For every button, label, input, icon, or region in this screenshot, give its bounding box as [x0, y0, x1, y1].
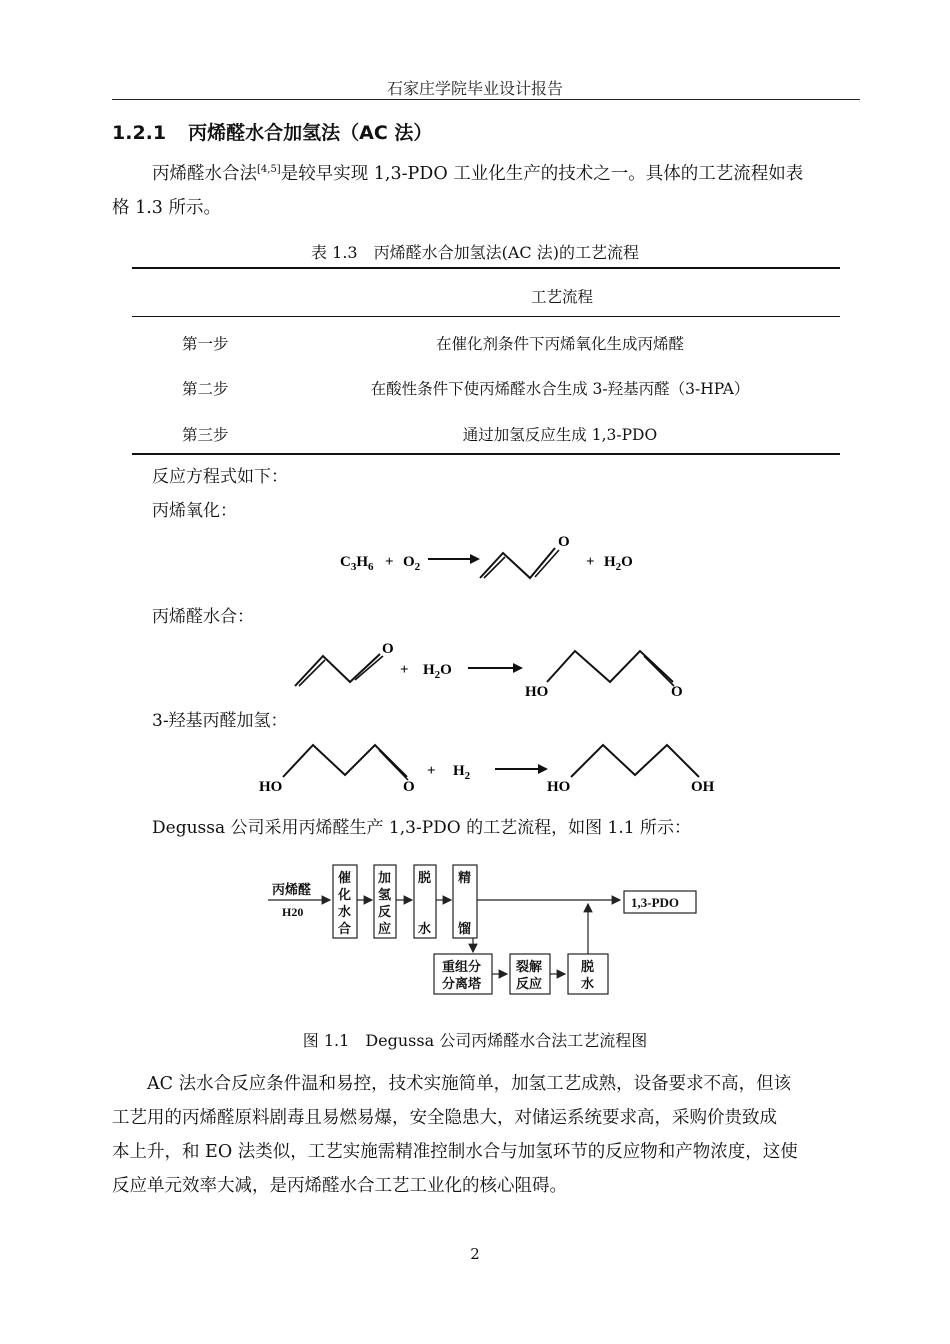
citation-ref[interactable]: [4,5]: [257, 164, 281, 175]
box-label: 水: [581, 976, 595, 991]
pdo-structure: [571, 745, 699, 777]
intro-line2: 格 1.3 所示。: [112, 197, 221, 218]
carbonyl-double-bond: [535, 550, 559, 577]
water-formula: $H_2O$: [604, 554, 633, 573]
hydrogen-formula: $H_2$: [453, 763, 471, 782]
reaction2-label: 丙烯醛水合：: [152, 607, 254, 627]
plus-sign: +: [385, 554, 394, 570]
acrolein-structure: [480, 548, 555, 578]
degussa-intro: Degussa 公司采用丙烯醛生产 1,3-PDO 的工艺流程，如图 1.1 所示：: [152, 818, 691, 838]
box-label-char: 催: [338, 870, 352, 885]
hydroxyl-group: HO: [259, 779, 283, 793]
table-row-step: 第一步: [182, 335, 229, 353]
hydroxyl-group: OH: [691, 779, 715, 793]
hydroxyl-group: HO: [525, 684, 549, 698]
oxygen-atom: O: [403, 779, 415, 793]
conclusion-paragraph: [112, 1067, 860, 1203]
oxygen-atom: O: [558, 534, 570, 550]
arrow-head: [470, 554, 480, 564]
reactions-intro: 反应方程式如下：: [152, 467, 288, 487]
box-label: 分离塔: [442, 976, 482, 991]
carbonyl-double-bond: [379, 750, 408, 780]
box-label: 反应: [516, 976, 543, 991]
arrow-head: [513, 663, 523, 673]
box-label: 裂解: [516, 959, 543, 974]
plus-sign: +: [400, 662, 409, 678]
hydroxyl-group: HO: [547, 779, 571, 793]
feed-water: H20: [282, 905, 304, 919]
carbonyl-double-bond: [355, 656, 383, 680]
section-title: 丙烯醛水合加氢法（AC 法）: [188, 122, 433, 144]
table-caption: 表 1.3 丙烯醛水合加氢法(AC 法)的工艺流程: [311, 243, 639, 262]
plus-sign: +: [586, 554, 595, 570]
table-row-step: 第三步: [182, 426, 229, 444]
conclusion-line: AC 法水合反应条件温和易控，技术实施简单，加氢工艺成熟，设备要求不高，但该: [112, 1074, 792, 1094]
reaction1-label: 丙烯氧化：: [152, 501, 237, 521]
box-label-char: 应: [378, 921, 392, 936]
box-label-char: 精: [458, 870, 472, 885]
intro-text-b: 是较早实现 1,3-PDO 工业化生产的技术之一。具体的工艺流程如表: [280, 163, 804, 184]
table-row-step: 第二步: [182, 380, 229, 398]
water-formula: $H_2O$: [423, 662, 452, 681]
hpa-structure: [283, 745, 407, 777]
reaction2-scheme: [285, 636, 705, 698]
header-rule: [112, 99, 860, 100]
table-header-rule: [132, 316, 840, 317]
box-label-char: 水: [338, 904, 352, 919]
box-label-char: 化: [338, 887, 352, 902]
table-row-desc: 在催化剂条件下丙烯氧化生成丙烯醛: [435, 335, 684, 353]
reaction3-scheme: [255, 737, 735, 793]
conclusion-line: 反应单元效率大减，是丙烯醛水合工艺工业化的核心阻碍。: [112, 1176, 567, 1196]
oxygen-atom: O: [671, 684, 683, 698]
box-label: 脱: [581, 959, 595, 974]
figure-caption: 图 1.1 Degussa 公司丙烯醛水合法工艺流程图: [302, 1031, 648, 1050]
box-label-char: 脱: [418, 870, 432, 885]
feed-acrolein: 丙烯醛: [272, 882, 312, 897]
plus-sign: +: [427, 763, 436, 779]
table-row-desc: 通过加氢反应生成 1,3-PDO: [462, 426, 658, 444]
box-label: 重组分: [442, 959, 482, 974]
section-heading: [112, 118, 432, 145]
box-label-char: 加: [378, 870, 392, 885]
process-flowchart: [262, 860, 710, 1000]
product-label: 1,3-PDO: [631, 895, 680, 910]
table-bottom-rule: [132, 453, 840, 455]
box-label-char: 水: [418, 921, 432, 936]
oxygen-atom: O: [382, 641, 394, 657]
reaction1-scheme: [330, 526, 650, 584]
section-number: 1.2.1: [112, 122, 167, 144]
propylene-formula: $C_3H_6$: [340, 554, 374, 573]
acrolein-double-bond: [299, 660, 325, 686]
table-row-desc: 在酸性条件下使丙烯醛水合生成 3-羟基丙醛（3-HPA）: [370, 380, 750, 398]
oxygen-formula: $O_2$: [403, 554, 421, 573]
reaction3-label: 3-羟基丙醛加氢：: [152, 711, 288, 731]
page-number: 2: [470, 1245, 480, 1263]
box-label-char: 反: [378, 904, 392, 919]
box-label-char: 合: [338, 921, 352, 936]
page-header-title: 石家庄学院毕业设计报告: [386, 79, 563, 98]
carbonyl-double-bond: [644, 656, 674, 686]
box-label-char: 馏: [458, 921, 472, 936]
conclusion-line: 本上升，和 EO 法类似，工艺实施需精准控制水合与加氢环节的反应物和产物浓度，这使: [112, 1142, 798, 1162]
acrolein-double-bond: [484, 557, 505, 578]
table-top-rule: [132, 267, 840, 269]
conclusion-line: 工艺用的丙烯醛原料剧毒且易燃易爆，安全隐患大，对储运系统要求高，采购价贵致成: [112, 1108, 777, 1128]
box-label-char: 氢: [378, 887, 392, 902]
intro-paragraph: [112, 153, 860, 225]
intro-text-a: 丙烯醛水合法: [152, 163, 257, 184]
table-header: 工艺流程: [530, 288, 593, 306]
arrow-head: [538, 764, 548, 774]
